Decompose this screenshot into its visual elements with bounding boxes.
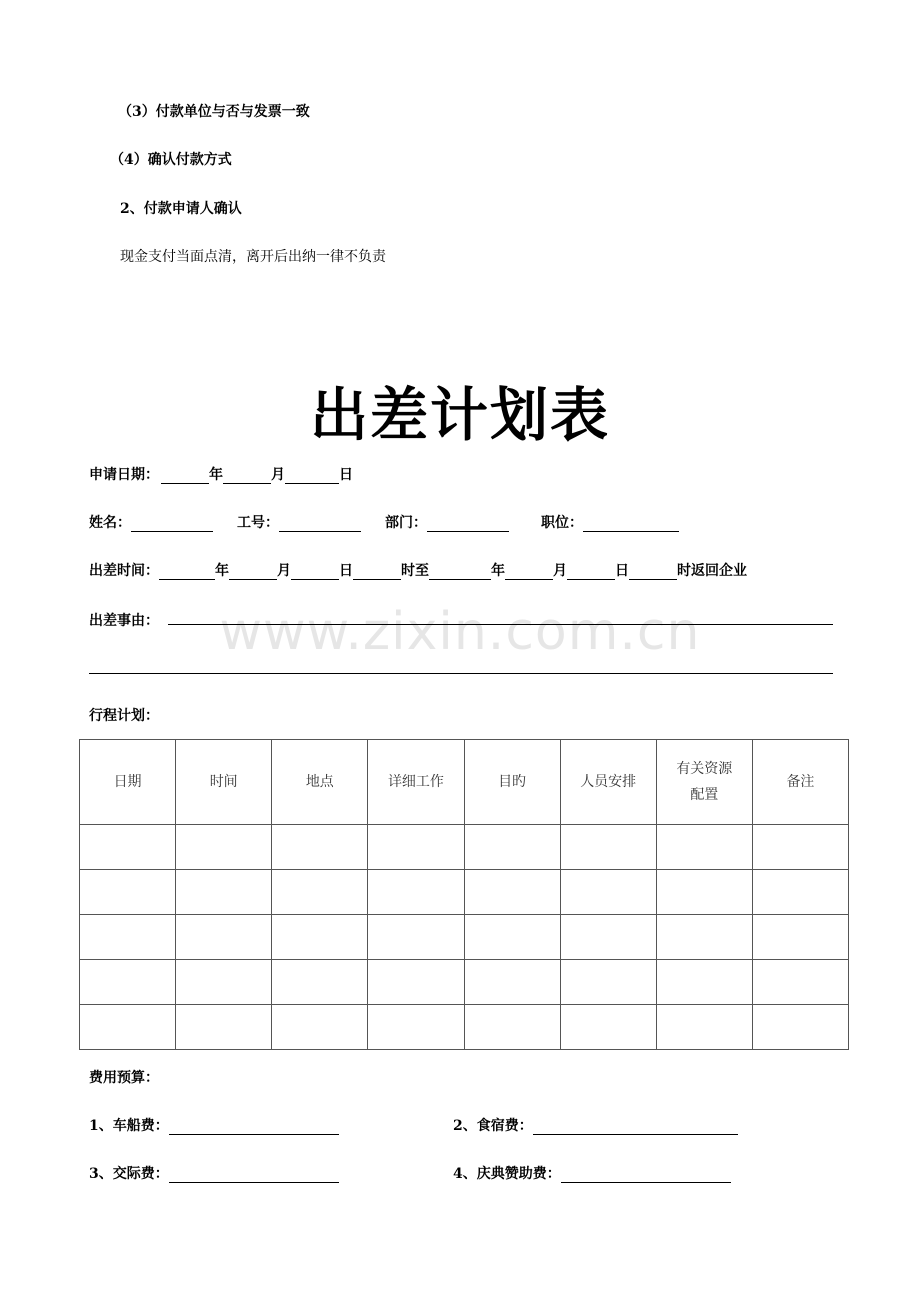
header-resources: 有关资源配置	[656, 740, 752, 825]
schedule-label: 行程计划：	[89, 708, 159, 724]
table-cell[interactable]	[80, 915, 176, 960]
trip-day1-unit: 日	[339, 563, 353, 579]
trip-day2-unit: 日	[615, 563, 629, 579]
budget-social-row	[89, 1163, 339, 1183]
table-cell[interactable]	[656, 1005, 752, 1050]
name-label: 姓名：	[89, 515, 131, 531]
position-field[interactable]	[583, 517, 679, 532]
watermark: www.zixin.com.cn	[219, 602, 701, 662]
table-cell[interactable]	[368, 915, 464, 960]
apply-day-unit: 日	[339, 467, 353, 483]
table-cell[interactable]	[656, 825, 752, 870]
reason-row	[89, 610, 159, 630]
trip-month2-unit: 月	[553, 563, 567, 579]
table-row	[80, 870, 849, 915]
header-time: 时间	[176, 740, 272, 825]
table-cell[interactable]	[752, 915, 848, 960]
trip-time-label: 出差时间：	[89, 563, 159, 579]
social-label: 3、交际费：	[89, 1166, 169, 1182]
table-cell[interactable]	[272, 1005, 368, 1050]
table-cell[interactable]	[176, 870, 272, 915]
apply-day-field[interactable]	[285, 469, 339, 484]
table-cell[interactable]	[656, 915, 752, 960]
table-cell[interactable]	[176, 915, 272, 960]
social-field[interactable]	[169, 1168, 339, 1183]
table-cell[interactable]	[176, 960, 272, 1005]
budget-lodging-row	[453, 1115, 738, 1135]
table-cell[interactable]	[368, 1005, 464, 1050]
table-cell[interactable]	[80, 870, 176, 915]
trip-return: 时返回企业	[677, 563, 747, 579]
table-cell[interactable]	[464, 870, 560, 915]
budget-sponsor-row	[453, 1163, 731, 1183]
header-detail: 详细工作	[368, 740, 464, 825]
table-cell[interactable]	[80, 825, 176, 870]
table-cell[interactable]	[464, 915, 560, 960]
trip-year2-unit: 年	[491, 563, 505, 579]
table-cell[interactable]	[272, 915, 368, 960]
table-cell[interactable]	[368, 825, 464, 870]
table-cell[interactable]	[80, 1005, 176, 1050]
apply-date-label: 申请日期：	[89, 467, 159, 483]
table-cell[interactable]	[368, 870, 464, 915]
trip-hour1-field[interactable]	[353, 565, 401, 580]
name-field[interactable]	[131, 517, 213, 532]
schedule-row	[89, 705, 159, 725]
transport-field[interactable]	[169, 1120, 339, 1135]
apply-year-field[interactable]	[161, 469, 209, 484]
trip-year1-field[interactable]	[159, 565, 215, 580]
table-cell[interactable]	[560, 825, 656, 870]
table-cell[interactable]	[272, 870, 368, 915]
table-cell[interactable]	[560, 960, 656, 1005]
table-cell[interactable]	[752, 825, 848, 870]
table-cell[interactable]	[560, 915, 656, 960]
trip-month1-field[interactable]	[229, 565, 277, 580]
header-date: 日期	[80, 740, 176, 825]
table-row	[80, 1005, 849, 1050]
header-remarks: 备注	[752, 740, 848, 825]
schedule-table	[79, 739, 849, 1050]
budget-label: 费用预算：	[89, 1070, 159, 1086]
table-header-row	[80, 740, 849, 825]
header-place: 地点	[272, 740, 368, 825]
table-cell[interactable]	[272, 825, 368, 870]
reason-field-line-2[interactable]	[89, 673, 833, 674]
table-cell[interactable]	[752, 960, 848, 1005]
apply-month-unit: 月	[271, 467, 285, 483]
transport-label: 1、车船费：	[89, 1118, 169, 1134]
sponsor-field[interactable]	[561, 1168, 731, 1183]
trip-hour2-field[interactable]	[629, 565, 677, 580]
trip-year2-field[interactable]	[429, 565, 491, 580]
table-cell[interactable]	[560, 1005, 656, 1050]
table-cell[interactable]	[80, 960, 176, 1005]
table-row	[80, 915, 849, 960]
trip-year1-unit: 年	[215, 563, 229, 579]
apply-year-unit: 年	[209, 467, 223, 483]
page-title: 出差计划表	[309, 381, 610, 449]
table-cell[interactable]	[656, 870, 752, 915]
step-item-4: （4）确认付款方式	[110, 152, 232, 168]
step-item-3: （3）付款单位与否与发票一致	[118, 104, 310, 120]
reason-label: 出差事由：	[89, 613, 159, 629]
table-cell[interactable]	[464, 1005, 560, 1050]
dept-label: 部门：	[385, 515, 427, 531]
trip-month2-field[interactable]	[505, 565, 553, 580]
table-cell[interactable]	[752, 1005, 848, 1050]
lodging-field[interactable]	[533, 1120, 738, 1135]
table-cell[interactable]	[560, 870, 656, 915]
header-purpose: 目旳	[464, 740, 560, 825]
trip-month1-unit: 月	[277, 563, 291, 579]
budget-row	[89, 1067, 159, 1087]
reason-field-line-1[interactable]	[168, 624, 833, 625]
table-row	[80, 825, 849, 870]
header-staff: 人员安排	[560, 740, 656, 825]
lodging-label: 2、食宿费：	[453, 1118, 533, 1134]
person-row	[89, 512, 679, 532]
table-cell[interactable]	[272, 960, 368, 1005]
table-cell[interactable]	[464, 960, 560, 1005]
apply-date-row	[89, 464, 353, 484]
table-cell[interactable]	[656, 960, 752, 1005]
sponsor-label: 4、庆典赞助费：	[453, 1166, 561, 1182]
step-item-2: 2、付款申请人确认	[120, 201, 242, 217]
table-cell[interactable]	[752, 870, 848, 915]
id-field[interactable]	[279, 517, 361, 532]
budget-transport-row	[89, 1115, 339, 1135]
trip-hour-to: 时至	[401, 563, 429, 579]
trip-day1-field[interactable]	[291, 565, 339, 580]
id-label: 工号：	[237, 515, 279, 531]
step-note: 现金支付当面点清，离开后出纳一律不负责	[120, 249, 386, 265]
trip-day2-field[interactable]	[567, 565, 615, 580]
table-cell[interactable]	[176, 825, 272, 870]
table-cell[interactable]	[368, 960, 464, 1005]
position-label: 职位：	[541, 515, 583, 531]
table-cell[interactable]	[464, 825, 560, 870]
dept-field[interactable]	[427, 517, 509, 532]
apply-month-field[interactable]	[223, 469, 271, 484]
table-cell[interactable]	[176, 1005, 272, 1050]
table-row	[80, 960, 849, 1005]
trip-time-row	[89, 560, 747, 580]
